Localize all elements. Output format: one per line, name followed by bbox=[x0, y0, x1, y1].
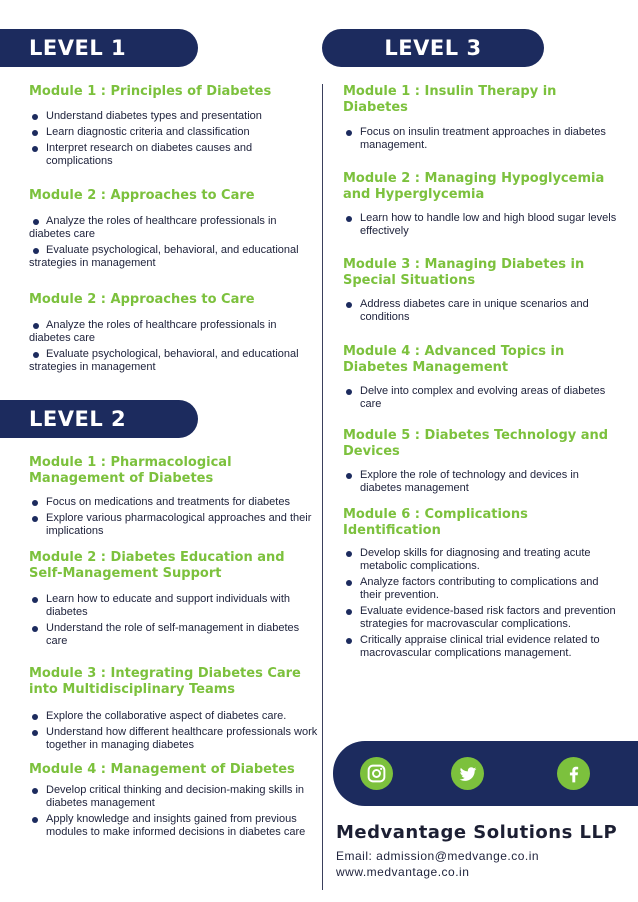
module-title: Module 2 : Approaches to Care bbox=[29, 292, 255, 307]
twitter-icon[interactable] bbox=[451, 757, 484, 790]
level-1-module-2 bbox=[29, 188, 319, 270]
module-bullets bbox=[29, 215, 319, 270]
level-2-module-1 bbox=[29, 455, 319, 538]
module-title: Module 1 : Pharmacological Management of Diabetes bbox=[29, 455, 232, 486]
module-bullets bbox=[29, 496, 319, 538]
module-title: Module 6 : Complications Identification bbox=[343, 507, 528, 538]
contact-website[interactable]: www.medvantage.co.in bbox=[336, 865, 470, 879]
level-3-banner bbox=[322, 29, 544, 67]
module-title: Module 2 : Diabetes Education and Self-Management Support bbox=[29, 550, 285, 581]
level-3-title: LEVEL 3 bbox=[384, 36, 482, 60]
level-3-module-6 bbox=[343, 507, 618, 660]
list-item: Explore the collaborative aspect of diabetes care. bbox=[29, 710, 319, 723]
module-bullets bbox=[343, 547, 618, 660]
level-3-module-3 bbox=[343, 257, 618, 324]
module-title: Module 1 : Principles of Diabetes bbox=[29, 84, 272, 99]
list-item: Learn how to educate and support individuals with diabetes bbox=[29, 593, 319, 619]
list-item: Analyze the roles of healthcare professionals in diabetes care bbox=[29, 319, 319, 345]
list-item: Evaluate psychological, behavioral, and educational strategies in management bbox=[29, 244, 319, 270]
module-title: Module 3 : Managing Diabetes in Special Situations bbox=[343, 257, 585, 288]
module-bullets bbox=[343, 126, 618, 152]
module-title: Module 2 : Managing Hypoglycemia and Hyperglycemia bbox=[343, 171, 605, 202]
instagram-icon[interactable] bbox=[360, 757, 393, 790]
list-item: Explore various pharmacological approaches and their implications bbox=[29, 512, 319, 538]
level-3-module-1 bbox=[343, 84, 618, 152]
list-item: Develop critical thinking and decision-making skills in diabetes management bbox=[29, 784, 319, 810]
level-3-module-4 bbox=[343, 344, 618, 411]
level-2-banner bbox=[0, 400, 198, 438]
facebook-icon[interactable] bbox=[557, 757, 590, 790]
list-item: Learn how to handle low and high blood sugar levels effectively bbox=[343, 212, 618, 238]
company-name: Medvantage Solutions LLP bbox=[336, 822, 618, 843]
list-item: Explore the role of technology and devices in diabetes management bbox=[343, 469, 618, 495]
module-title: Module 5 : Diabetes Technology and Devices bbox=[343, 428, 609, 459]
list-item: Apply knowledge and insights gained from previous modules to make informed decisions in diabetes care bbox=[29, 813, 319, 839]
level-2-title: LEVEL 2 bbox=[29, 407, 127, 431]
module-title: Module 3 : Integrating Diabetes Care into Multidisciplinary Teams bbox=[29, 666, 301, 697]
module-title: Module 4 : Advanced Topics in Diabetes Management bbox=[343, 344, 565, 375]
list-item: Evaluate psychological, behavioral, and educational strategies in management bbox=[29, 348, 319, 374]
level-3-module-2 bbox=[343, 171, 618, 238]
list-item: Analyze the roles of healthcare professionals in diabetes care bbox=[29, 215, 319, 241]
list-item: Learn diagnostic criteria and classification bbox=[29, 126, 319, 139]
module-bullets bbox=[343, 469, 618, 495]
list-item: Understand how different healthcare professionals work together in managing diabetes bbox=[29, 726, 319, 752]
module-bullets bbox=[29, 784, 319, 839]
module-bullets bbox=[29, 110, 319, 168]
column-divider bbox=[322, 84, 323, 890]
list-item: Analyze factors contributing to complications and their prevention. bbox=[343, 576, 618, 602]
list-item: Evaluate evidence-based risk factors and prevention strategies for macrovascular complications. bbox=[343, 605, 618, 631]
module-title: Module 1 : Insulin Therapy in Diabetes bbox=[343, 84, 557, 115]
contact-email[interactable]: Email: admission@medvange.co.in bbox=[336, 849, 540, 863]
module-bullets bbox=[29, 319, 319, 374]
level-2-module-3 bbox=[29, 666, 319, 752]
level-3-section bbox=[343, 84, 618, 663]
list-item: Understand diabetes types and presentation bbox=[29, 110, 319, 123]
module-bullets bbox=[343, 212, 618, 238]
list-item: Delve into complex and evolving areas of diabetes care bbox=[343, 385, 618, 411]
list-item: Understand the role of self-management in diabetes care bbox=[29, 622, 319, 648]
level-1-module-1 bbox=[29, 84, 319, 168]
level-1-module-2-repeat bbox=[29, 292, 319, 374]
module-bullets bbox=[343, 385, 618, 411]
level-3-module-5 bbox=[343, 428, 618, 495]
level-1-title: LEVEL 1 bbox=[29, 36, 127, 60]
module-title: Module 2 : Approaches to Care bbox=[29, 188, 255, 203]
list-item: Focus on medications and treatments for diabetes bbox=[29, 496, 319, 509]
level-1-section bbox=[29, 84, 319, 377]
list-item: Critically appraise clinical trial evidence related to macrovascular complications management. bbox=[343, 634, 618, 660]
list-item: Address diabetes care in unique scenarios and conditions bbox=[343, 298, 618, 324]
module-bullets bbox=[29, 710, 319, 752]
level-2-section bbox=[29, 455, 319, 842]
list-item: Focus on insulin treatment approaches in diabetes management. bbox=[343, 126, 618, 152]
list-item: Develop skills for diagnosing and treating acute metabolic complications. bbox=[343, 547, 618, 573]
level-1-banner bbox=[0, 29, 198, 67]
level-2-module-4 bbox=[29, 762, 319, 839]
social-band bbox=[333, 741, 638, 806]
module-bullets bbox=[29, 593, 319, 648]
module-bullets bbox=[343, 298, 618, 324]
list-item: Interpret research on diabetes causes and complications bbox=[29, 142, 319, 168]
module-title: Module 4 : Management of Diabetes bbox=[29, 762, 295, 777]
level-2-module-2 bbox=[29, 550, 319, 648]
